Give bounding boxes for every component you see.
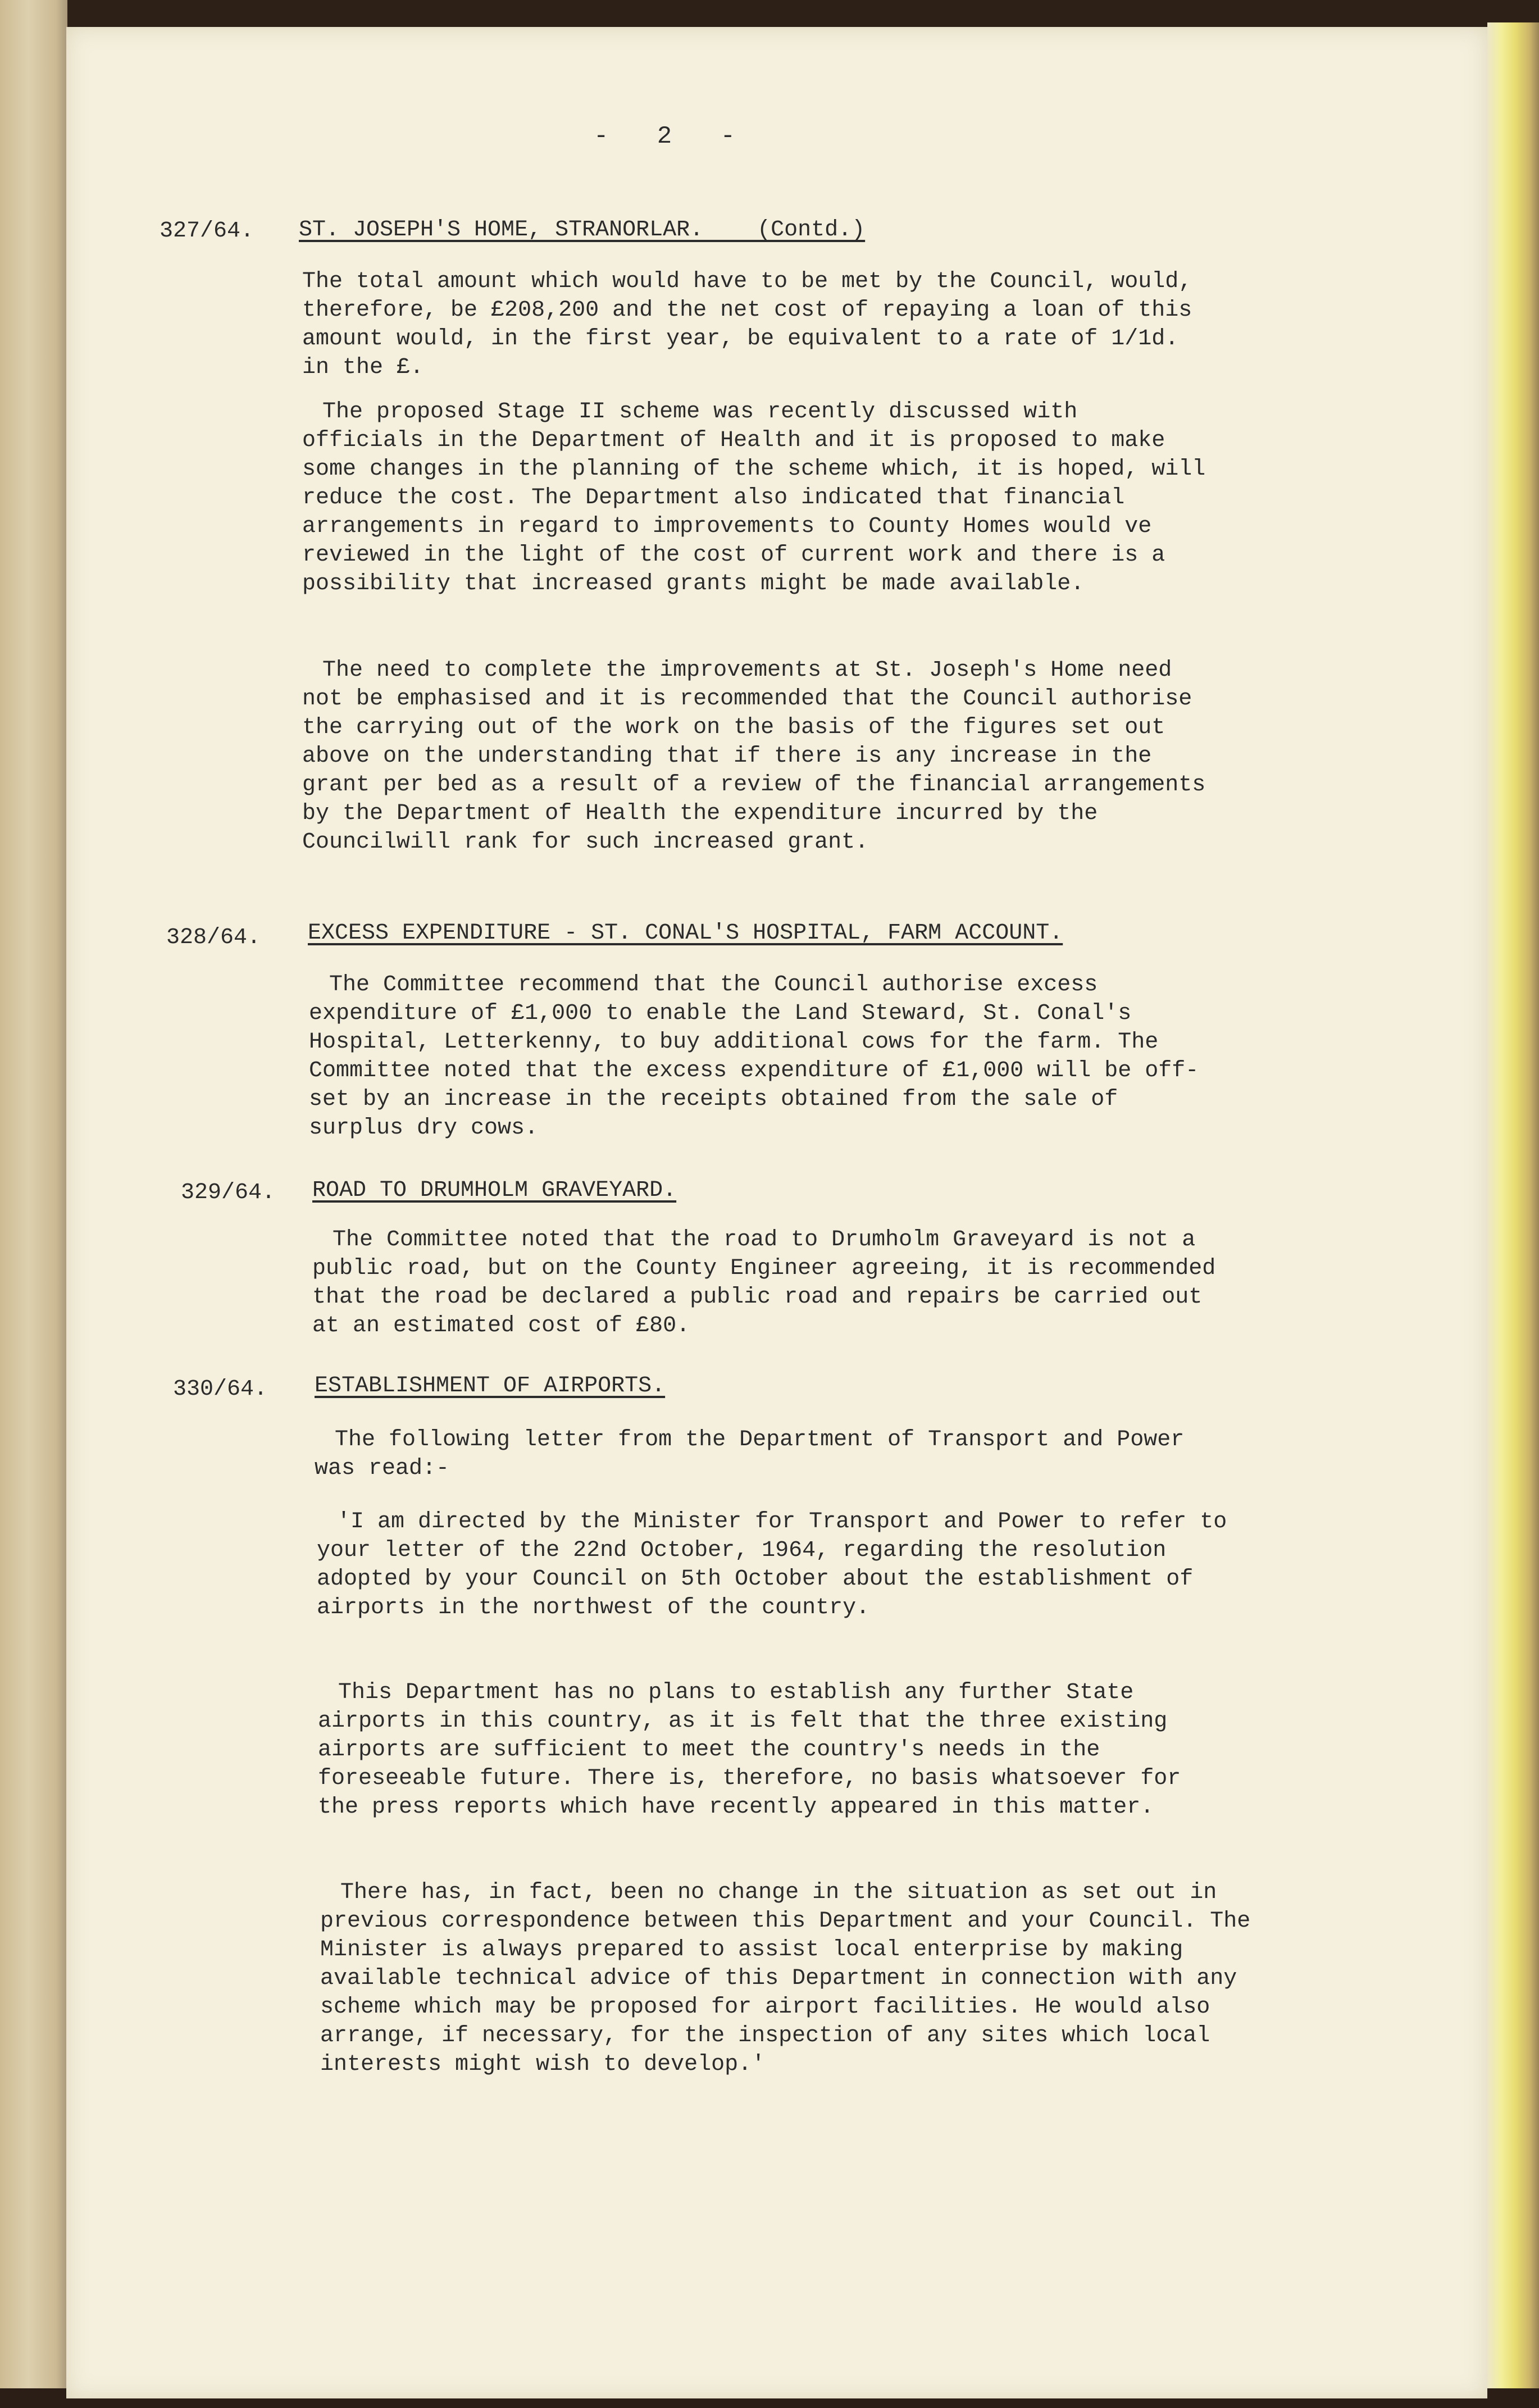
- paragraph: The Committee noted that the road to Drumholm Graveyard is not a public road, but on the County Engineer agreeing, it is recommended that the road be declared a public road and repairs be carried out at an estimated cost of £80.: [312, 1227, 1216, 1339]
- section-heading: ST. JOSEPH'S HOME, STRANORLAR. (Contd.): [299, 217, 866, 243]
- quoted-paragraph: There has, in fact, been no change in the situation as set out in previous correspondence between this Department and your Council. The Minister is always prepared to assist local enterprise by making available technical advice of this Department in connection with any scheme which may be proposed for airport facilities. He would also arrange, if necessary, for the inspection of any sites which local interests might wish to develop.': [320, 1880, 1251, 2077]
- paragraph: The total amount which would have to be met by the Council, would, therefore, be £208,200 and the net cost of repaying a loan of this amount would, in the first year, be equivalent to a rate of 1/1d. in the £.: [302, 269, 1192, 380]
- paragraph: The need to complete the improvements at St. Joseph's Home need not be emphasised and it is recommended that the Council authorise the carrying out of the work on the basis of the figures set out above on the understanding that if there is any increase in the grant per bed as a result of a review of the financial arrangements by the Department of Health the expenditure incurred by the Councilwill rank for such increased grant.: [302, 658, 1206, 855]
- section-heading: EXCESS EXPENDITURE - ST. CONAL'S HOSPITAL, FARM ACCOUNT.: [308, 921, 1063, 946]
- section-heading: ROAD TO DRUMHOLM GRAVEYARD.: [312, 1178, 677, 1203]
- document-page: [66, 27, 1487, 2398]
- section-heading: ESTABLISHMENT OF AIRPORTS.: [315, 1373, 666, 1399]
- section-number: 329/64.: [181, 1180, 276, 1205]
- page-number: - 2 -: [593, 122, 753, 151]
- quoted-paragraph: This Department has no plans to establish any further State airports in this country, as it is felt that the three existing airports are sufficient to meet the country's needs in the foreseeable future. There is, therefore, no basis whatsoever for the press reports which have recently appeared in this matter.: [318, 1680, 1181, 1820]
- section-number: 330/64.: [173, 1377, 268, 1402]
- section-number: 328/64.: [166, 925, 261, 950]
- paragraph: The Committee recommend that the Council authorise excess expenditure of £1,000 to enable the Land Steward, St. Conal's Hospital, Letterkenny, to buy additional cows for the farm. The Committee noted that the excess expenditure of £1,000 will be off-set by an increase in the receipts obtained from the sale of surplus dry cows.: [309, 972, 1199, 1141]
- page-stack-edge: [1487, 22, 1539, 2404]
- document-body: [66, 27, 1487, 2398]
- binding-edge: [0, 0, 67, 2408]
- section-number: 327/64.: [160, 219, 254, 244]
- quoted-paragraph: 'I am directed by the Minister for Transport and Power to refer to your letter of the 22nd October, 1964, regarding the resolution adopted by your Council on 5th October about the establishment of airports in the northwest of the country.: [317, 1509, 1227, 1620]
- paragraph: The proposed Stage II scheme was recently discussed with officials in the Department of Health and it is proposed to make some changes in the planning of the scheme which, it is hoped, will reduce the cost. The Department also indicated that financial arrangements in regard to improvements to County Homes would ve reviewed in the light of the cost of current work and there is a possibility that increased grants might be made available.: [302, 399, 1206, 597]
- paragraph: The following letter from the Department of Transport and Power was read:-: [315, 1427, 1185, 1481]
